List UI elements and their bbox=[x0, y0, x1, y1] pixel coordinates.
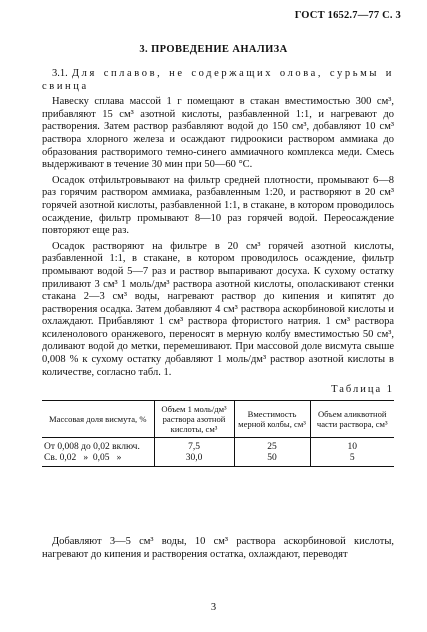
table-row bbox=[42, 453, 394, 467]
table-label: Таблица 1 bbox=[331, 384, 394, 395]
cell-range: От 0,008 до 0,02 включ. bbox=[44, 442, 140, 452]
clause-heading: Для сплавов, не содержащих олова, сурьмы и свинца bbox=[42, 68, 394, 92]
paragraph-continuation: Добавляют 3—5 см³ воды, 10 см³ раствора аскорбиновой кислоты, нагревают до кипения и растворения остатка, охлаждают, переводят bbox=[42, 536, 394, 560]
cell-acid: 30,0 bbox=[154, 453, 234, 467]
running-header: ГОСТ 1652.7—77 С. 3 bbox=[294, 10, 401, 21]
paragraph-filtration: Осадок отфильтровывают на фильтр средней плотности, промывают 6—8 раз горячим раствором аммиака, разбавленным 1:20, и растворяют в 20 см³ горячей азотной кислоты, разбавленной 1:1, в стакане, в котором проводилось осаждение, фильтр промывают 8—10 раз горячей водой. Переосаждение повторяют еще раз. bbox=[42, 174, 394, 237]
cell-flask: 25 bbox=[234, 438, 310, 454]
section-title: 3. ПРОВЕДЕНИЕ АНАЛИЗА bbox=[139, 44, 288, 55]
body-text bbox=[42, 68, 394, 379]
clause-number: 3.1. bbox=[52, 68, 68, 79]
cell-aliquot: 5 bbox=[310, 453, 394, 467]
table-header-row bbox=[42, 401, 394, 438]
cell-aliquot: 10 bbox=[310, 438, 394, 454]
header-bismuth-fraction: Массовая доля висмута, % bbox=[42, 401, 154, 438]
page-number: 3 bbox=[210, 602, 217, 613]
body-text-continued bbox=[42, 536, 394, 561]
paragraph-dissolution: Навеску сплава массой 1 г помещают в стакан вместимостью 300 см³, прибавляют 15 см³ азотной кислоты, разбавленной 1:1, и нагревают до растворения. Затем раствор разбавляют водой до 150 см³, добавляют 10 см³ раствора хлорного железа и осаждают гидроокиси раствором аммиака до образования растворимого темно-синего аммиачного комплекса меди. Смесь выдерживают в течение 30 мин при 50—60 °С. bbox=[42, 96, 394, 171]
cell-range: Св. 0,02 » 0,05 » bbox=[42, 453, 154, 467]
cell-acid: 7,5 bbox=[154, 438, 234, 454]
paragraph-redissolution: Осадок растворяют на фильтре в 20 см³ горячей азотной кислоты, разбавленной 1:1, в стакане, в котором проводилось осаждение, фильтр промывают водой 5—7 раз и раствор выпаривают досуха. К сухому остатку приливают 3 см³ 1 моль/дм³ раствора азотной кислоты, ополаскивают стенки стакана 2—3 см³ воды, нагревают раствор до кипения и кипятят до растворения осадка. Затем добавляют 4 см³ раствора аскорбиновой кислоты и охлаждают. Прибавляют 1 см³ раствора фтористого натрия. 1 см³ раствора ксиленолового оранжевого, переносят в мерную колбу вместимостью 50 см³, доливают водой до метки, перемешивают. При массовой доле висмута свыше 0,008 % к сухому остатку добавляют 1 моль/дм³ раствор азотной кислоты в количестве, согласно табл. 1. bbox=[42, 240, 394, 378]
header-aliquot-volume: Объем аликвотной части раствора, см³ bbox=[310, 401, 394, 438]
paragraph-3-1 bbox=[42, 68, 394, 93]
header-acid-volume: Объем 1 моль/дм³ раствора азотной кислоты, см³ bbox=[154, 401, 234, 438]
table-1 bbox=[42, 400, 394, 467]
cell-flask: 50 bbox=[234, 453, 310, 467]
header-flask-capacity: Вместимость мерной колбы, см³ bbox=[234, 401, 310, 438]
table-row bbox=[42, 438, 394, 454]
